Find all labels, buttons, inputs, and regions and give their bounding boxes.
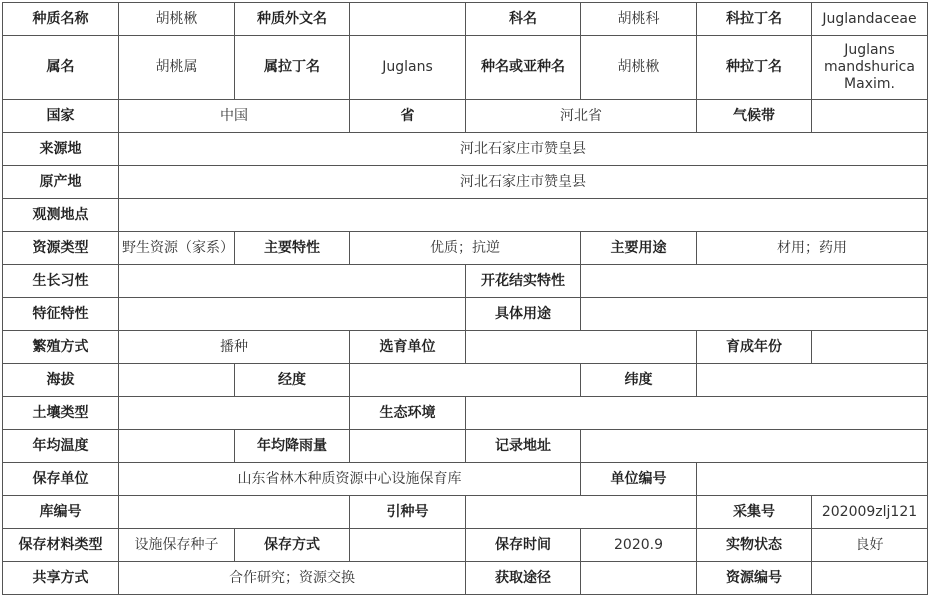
storage-time-label: 保存时间 [466,529,581,562]
record-address-value [581,430,928,463]
row-feature [3,298,928,331]
resource-number-label: 资源编号 [697,562,812,595]
access-channel-value [581,562,697,595]
germplasm-info-table [2,2,928,595]
sharing-method-value: 合作研究；资源交换 [119,562,466,595]
species-value: 胡桃楸 [581,36,697,100]
breeding-year-value [812,331,928,364]
resource-type-label: 资源类型 [3,232,119,265]
species-latin-label: 种拉丁名 [697,36,812,100]
flowering-fruiting-label: 开花结实特性 [466,265,581,298]
breeding-year-label: 育成年份 [697,331,812,364]
row-storage-unit [3,463,928,496]
main-use-label: 主要用途 [581,232,697,265]
row-climate [3,430,928,463]
row-soil [3,397,928,430]
origin-value: 河北石家庄市赞皇县 [119,166,928,199]
genus-latin-value: Juglans [350,36,466,100]
source-label: 来源地 [3,133,119,166]
species-label: 种名或亚种名 [466,36,581,100]
source-value: 河北石家庄市赞皇县 [119,133,928,166]
row-storage-material [3,529,928,562]
collection-number-value: 202009zlj121 [812,496,928,529]
growth-habit-value [119,265,466,298]
resource-type-value: 野生资源（家系） [119,232,235,265]
climate-zone-label: 气候带 [697,100,812,133]
main-use-value: 材用；药用 [697,232,928,265]
row-country [3,100,928,133]
province-label: 省 [350,100,466,133]
breeding-unit-value [466,331,697,364]
main-traits-value: 优质；抗逆 [350,232,581,265]
characteristics-label: 特征特性 [3,298,119,331]
growth-habit-label: 生长习性 [3,265,119,298]
storage-method-label: 保存方式 [235,529,350,562]
germplasm-name-label: 种质名称 [3,3,119,36]
specific-use-value [581,298,928,331]
genus-latin-label: 属拉丁名 [235,36,350,100]
physical-state-label: 实物状态 [697,529,812,562]
introduction-number-value [466,496,697,529]
latitude-label: 纬度 [581,364,697,397]
unit-number-value [697,463,928,496]
family-latin-label: 科拉丁名 [697,3,812,36]
altitude-label: 海拔 [3,364,119,397]
specific-use-label: 具体用途 [466,298,581,331]
genus-value: 胡桃属 [119,36,235,100]
soil-type-label: 土壤类型 [3,397,119,430]
altitude-value [119,364,235,397]
storage-unit-value: 山东省林木种质资源中心设施保育库 [119,463,581,496]
row-resource-type [3,232,928,265]
resource-number-value [812,562,928,595]
foreign-name-label: 种质外文名 [235,3,350,36]
origin-label: 原产地 [3,166,119,199]
access-channel-label: 获取途径 [466,562,581,595]
latitude-value [697,364,928,397]
propagation-value: 播种 [119,331,350,364]
family-latin-value: Juglandaceae [812,3,928,36]
longitude-label: 经度 [235,364,350,397]
longitude-value [350,364,581,397]
row-origin [3,166,928,199]
annual-rainfall-value [350,430,466,463]
collection-number-label: 采集号 [697,496,812,529]
characteristics-value [119,298,466,331]
storage-material-type-value: 设施保存种子 [119,529,235,562]
sharing-method-label: 共享方式 [3,562,119,595]
family-label: 科名 [466,3,581,36]
storage-method-value [350,529,466,562]
row-altitude [3,364,928,397]
annual-temperature-label: 年均温度 [3,430,119,463]
flowering-fruiting-value [581,265,928,298]
propagation-label: 繁殖方式 [3,331,119,364]
ecological-environment-label: 生态环境 [350,397,466,430]
row-source [3,133,928,166]
genus-label: 属名 [3,36,119,100]
observation-site-value [119,199,928,232]
storage-time-value: 2020.9 [581,529,697,562]
row-propagation [3,331,928,364]
bank-number-label: 库编号 [3,496,119,529]
row-growth [3,265,928,298]
province-value: 河北省 [466,100,697,133]
annual-temperature-value [119,430,235,463]
row-name [3,3,928,36]
annual-rainfall-label: 年均降雨量 [235,430,350,463]
country-value: 中国 [119,100,350,133]
main-traits-label: 主要特性 [235,232,350,265]
storage-material-type-label: 保存材料类型 [3,529,119,562]
row-bank-number [3,496,928,529]
species-latin-value: Juglans mandshurica Maxim. [812,36,928,100]
row-observation [3,199,928,232]
observation-site-label: 观测地点 [3,199,119,232]
climate-zone-value [812,100,928,133]
ecological-environment-value [466,397,928,430]
introduction-number-label: 引种号 [350,496,466,529]
foreign-name-value [350,3,466,36]
storage-unit-label: 保存单位 [3,463,119,496]
bank-number-value [119,496,350,529]
country-label: 国家 [3,100,119,133]
family-value: 胡桃科 [581,3,697,36]
germplasm-name-value: 胡桃楸 [119,3,235,36]
unit-number-label: 单位编号 [581,463,697,496]
physical-state-value: 良好 [812,529,928,562]
soil-type-value [119,397,350,430]
row-sharing [3,562,928,595]
row-genus [3,36,928,100]
breeding-unit-label: 选育单位 [350,331,466,364]
record-address-label: 记录地址 [466,430,581,463]
